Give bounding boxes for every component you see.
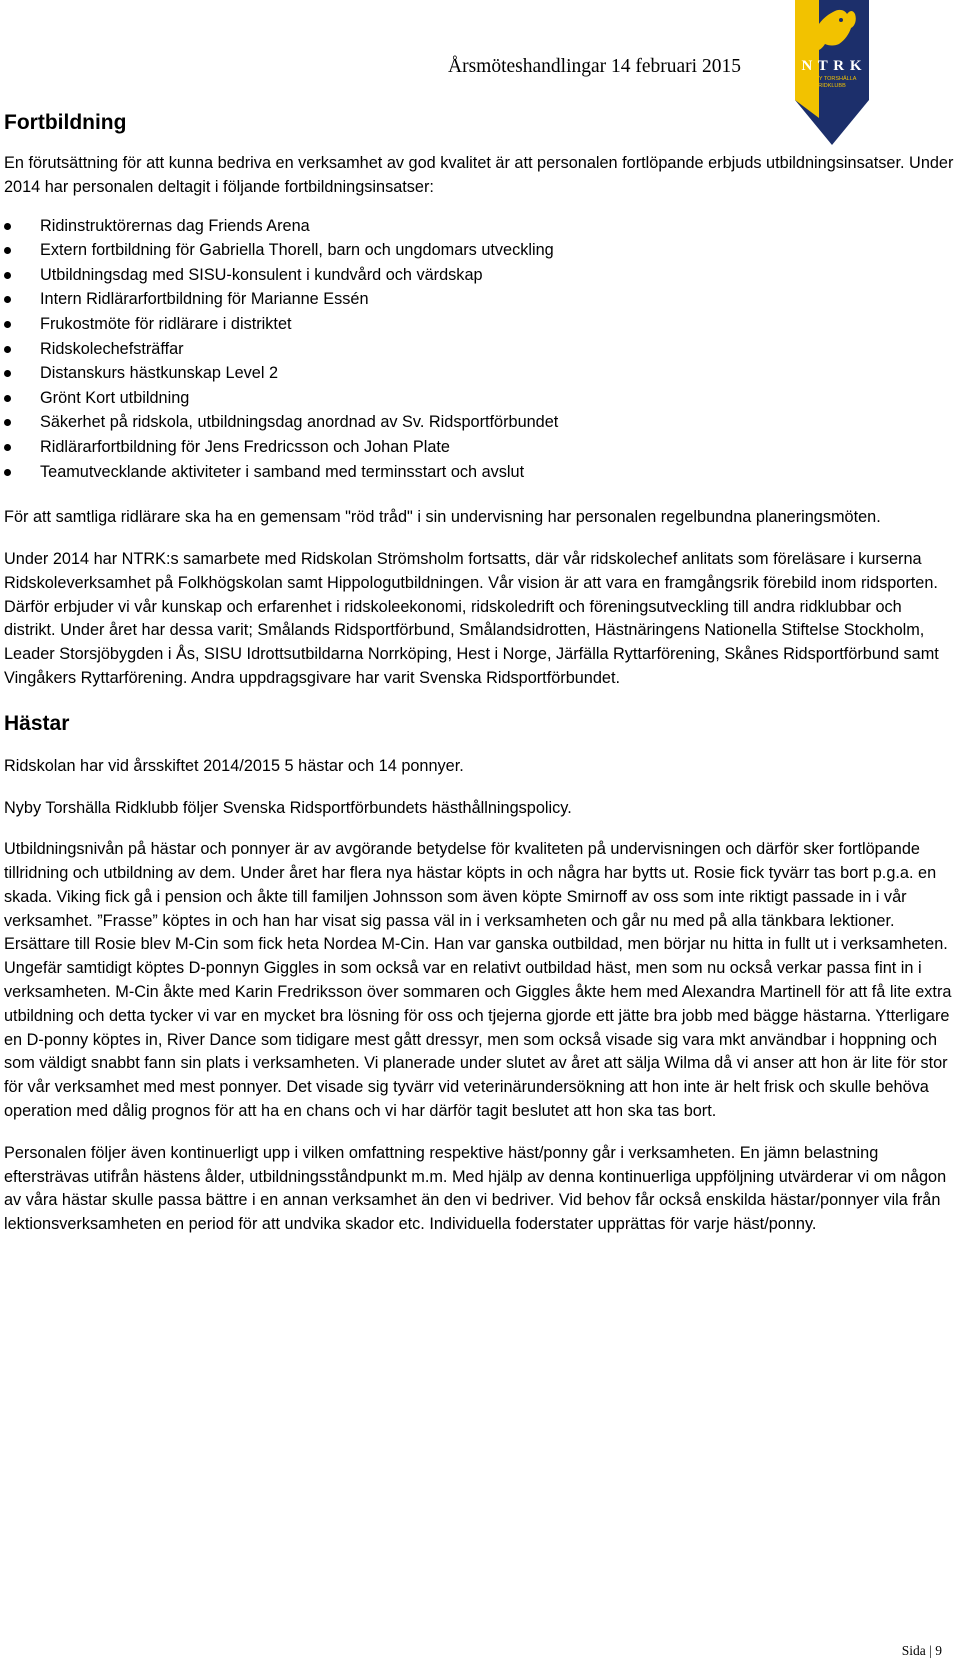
svg-text:N T R K: N T R K bbox=[801, 58, 863, 74]
list-item: Frukostmöte för ridlärare i distriktet bbox=[4, 312, 954, 337]
document-header-title: Årsmöteshandlingar 14 februari 2015 bbox=[448, 56, 741, 77]
hastar-paragraph-2: Nyby Torshälla Ridklubb följer Svenska Ridsportförbundets hästhållningspolicy. bbox=[4, 798, 572, 817]
list-item: Extern fortbildning för Gabriella Thorell, barn och ungdomars utveckling bbox=[4, 238, 954, 263]
bullet-icon bbox=[4, 444, 11, 451]
list-item: Ridlärarfortbildning för Jens Fredricsson och Johan Plate bbox=[4, 435, 954, 460]
document-body bbox=[4, 108, 954, 1237]
list-item: Intern Ridlärarfortbildning för Marianne Essén bbox=[4, 287, 954, 312]
list-item: Säkerhet på ridskola, utbildningsdag anordnad av Sv. Ridsportförbundet bbox=[4, 410, 954, 435]
list-item: Ridinstruktörernas dag Friends Arena bbox=[4, 214, 954, 239]
bullet-icon bbox=[4, 247, 11, 254]
bullet-icon bbox=[4, 419, 11, 426]
list-item: Distanskurs hästkunskap Level 2 bbox=[4, 361, 954, 386]
fortbildning-list bbox=[4, 214, 954, 485]
bullet-icon bbox=[4, 395, 11, 402]
list-item: Ridskolechefsträffar bbox=[4, 337, 954, 362]
svg-text:RIDKLUBB: RIDKLUBB bbox=[818, 83, 846, 89]
bullet-icon bbox=[4, 321, 11, 328]
fortbildning-intro: En förutsättning för att kunna bedriva en verksamhet av god kvalitet är att personalen fortlöpande erbjuds utbildningsinsatser. Under 2014 har personalen deltagit i följande fortbildningsinsatser: bbox=[4, 154, 954, 196]
list-item: Teamutvecklande aktiviteter i samband med terminsstart och avslut bbox=[4, 460, 954, 485]
bullet-icon bbox=[4, 296, 11, 303]
bullet-icon bbox=[4, 370, 11, 377]
list-item: Utbildningsdag med SISU-konsulent i kundvård och värdskap bbox=[4, 263, 954, 288]
bullet-icon bbox=[4, 272, 11, 279]
bullet-icon bbox=[4, 469, 11, 476]
fortbildning-paragraph-2: Under 2014 har NTRK:s samarbete med Ridskolan Strömsholm fortsatts, där vår ridskolechef anlitats som föreläsare i kurserna Ridskoleverksamhet på Folkhögskolan samt Hippologutbildningen. Vår vision är att vara en framgångsrik förebild inom ridsporten. Därför erbjuder vi vår kunskap och erfarenhet i ridskoleekonomi, ridskoledrift och föreningsutveckling till andra ridklubbar och distrikt. Under året har dessa varit; Smålands Ridsportförbund, Smålandsidrotten, Hästnäringens Nationella Stiftelse Stockholm, Leader Storsjöbygden i Ås, SISU Idrottsutbildarna Norrköping, Hest i Norge, Järfälla Ryttarförening, Skånes Ridsportförbund samt Vingåkers Ryttarförening. Andra uppdragsgivare har varit Svenska Ridsportförbundet. bbox=[4, 549, 939, 687]
list-item: Grönt Kort utbildning bbox=[4, 386, 954, 411]
svg-text:NYBY TORSHÄLLA: NYBY TORSHÄLLA bbox=[807, 76, 857, 82]
bullet-icon bbox=[4, 346, 11, 353]
page-number: Sida | 9 bbox=[901, 1643, 942, 1658]
hastar-paragraph-1: Ridskolan har vid årsskiftet 2014/2015 5 hästar och 14 ponnyer. bbox=[4, 756, 464, 775]
bullet-icon bbox=[4, 223, 11, 230]
fortbildning-paragraph-1: För att samtliga ridlärare ska ha en gemensam "röd tråd" i sin undervisning har personalen regelbundna planeringsmöten. bbox=[4, 508, 881, 527]
hastar-paragraph-4: Personalen följer även kontinuerligt upp i vilken omfattning respektive häst/ponny går i verksamheten. En jämn belastning eftersträvas utifrån hästens ålder, utbildningsståndpunkt m.m. Med hjälp av denna kontinuerliga uppföljning utvärderar vi om någon av våra hästar skulle passa bättre i en annan verksamhet än den vi bedriver. Vid behov får också enskilda hästar/ponnyer vila från lektionsverksamheten en period för att undvika skador etc. Individuella foderstater upprättas för varje häst/ponny. bbox=[4, 1143, 947, 1234]
hastar-paragraph-3: Utbildningsnivån på hästar och ponnyer är av avgörande betydelse för kvaliteten på undervisningen och därför sker fortlöpande tillridning och utbildning av dem. Under året har flera nya hästar köpts in och några har bytts ut. Rosie fick tyvärr tas bort p.g.a. en skada. Viking fick gå i pension och åkte till familjen Johnsson som även köpte Smirnoff av oss som inte riktigt passade in i vår verksamhet. ”Frasse” köptes in och han har visat sig passa väl in i verksamheten och går nu med på alla tänkbara lektioner. Ersättare till Rosie blev M-Cin som fick heta Nordea M-Cin. Han var ganska outbildad, men börjar nu hitta in fullt ut i verksamheten. Ungefär samtidigt köptes D-ponnyn Giggles in som också var en relativt outbildad häst, men som nu också verkar passa fint in i verksamheten. M-Cin åkte med Karin Fredriksson över sommaren och Giggles åkte hem med Alexandra Martinell för att få lite extra utbildning och detta tycker vi var en mycket bra lösning för oss och tjejerna gjorde ett jätte bra jobb med bägge hästarna. Ytterligare en D-ponny köptes in, River Dance som tidigare mest gått dressyr, men som också visade sig vara mkt användbar i hoppning och som väldigt snabbt fann sin plats i verksamheten. Vi planerade under slutet av året att sälja Wilma då vi anser att hon är lite för stor för vår verksamhet med mest ponnyer. Det visade sig tyvärr vid veterinärundersökning att hon inte är helt frisk och skulle behöva operation med dålig prognos för att ha en chans och vi har därför tagit beslutet att hon ska tas bort. bbox=[4, 840, 952, 1121]
section-heading-fortbildning: Fortbildning bbox=[4, 111, 127, 134]
section-heading-hastar: Hästar bbox=[4, 711, 70, 735]
